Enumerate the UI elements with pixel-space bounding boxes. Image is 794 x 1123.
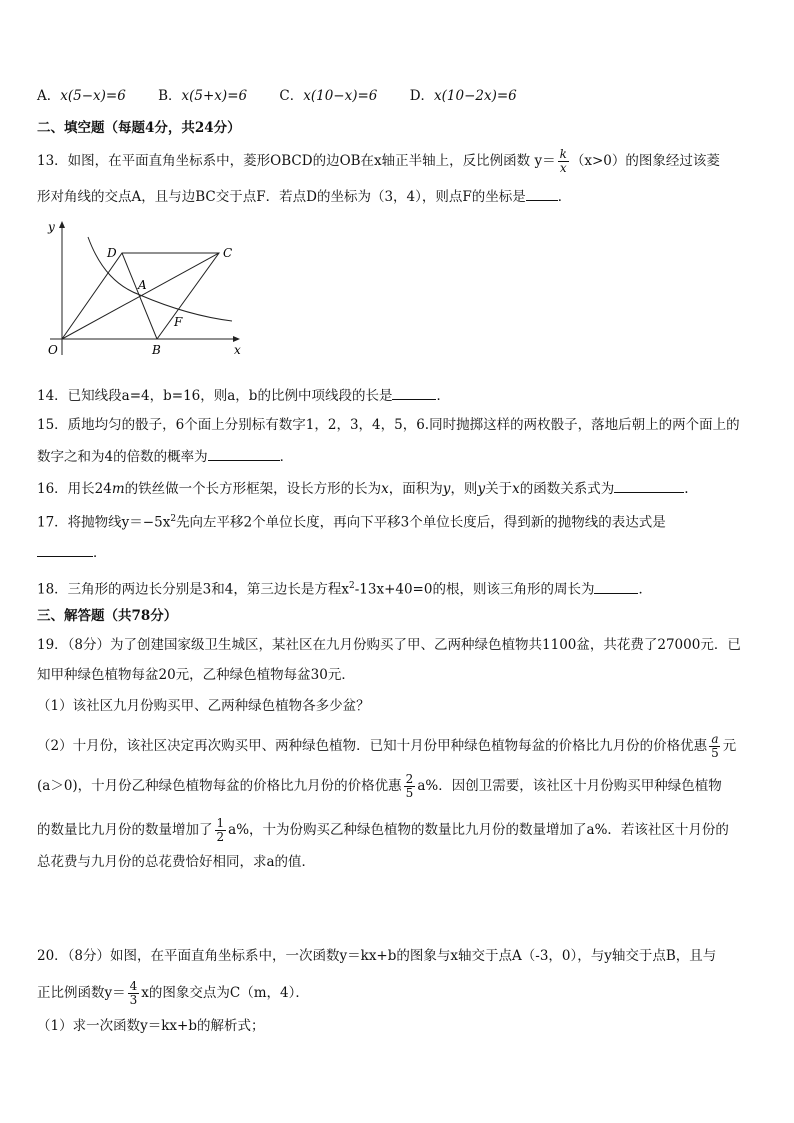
q13-line1: 13．如图，在平面直角坐标系中，菱形OBCD的边OB在x轴正半轴上，反比例函数 y＝ $\frac{k}{x}$ （x>0）的图象经过该菱: [37, 147, 720, 175]
section-heading-solutions: 三、解答题（共78分）: [37, 608, 178, 624]
y-axis-arrow: [59, 221, 65, 228]
answer-blank[interactable]: [526, 187, 558, 201]
q18: 18．三角形的两边长分别是3和4，第三边长是方程$x^2-13x+40=0$的根，则该三角形的周长为 ．: [37, 581, 652, 598]
fraction-2-over-5: $\frac{2}{5}$: [405, 772, 414, 800]
q19-line1: 19．（8分）为了创建国家级卫生城区，某社区在九月份购买了甲、乙两种绿色植物共1100盆，共花费了27000元．已: [37, 637, 741, 653]
answer-blank[interactable]: [392, 386, 436, 400]
answer-options: [37, 87, 545, 105]
q14: 14．已知线段a=4，b=16，则a，b的比例中项线段的长是 ．: [37, 388, 450, 404]
label-F: F: [174, 315, 183, 329]
diagonal-oc: [62, 253, 219, 339]
q19-part1: （1）该社区九月份购买甲、乙两种绿色植物各多少盆？: [37, 698, 370, 714]
q19-part2-line1: （2）十月份，该社区决定再次购买甲、两种绿色植物．已知十月份甲种绿色植物每盆的价格比九月份的价格优惠 $\frac{a}{5}$ 元: [37, 732, 737, 760]
diagonal-db: [122, 253, 157, 339]
label-B: B: [152, 343, 161, 357]
fraction-1-over-2: $\frac{1}{2}$: [216, 816, 225, 844]
fraction-a-over-5: $\frac{a}{5}$: [711, 732, 719, 760]
q20-line1: 20．（8分）如图，在平面直角坐标系中，一次函数y＝kx+b的图象与x轴交于点A（-3，0），与y轴交于点B，且与: [37, 948, 717, 964]
q19-part2-line2: (a＞0)，十月份乙种绿色植物每盆的价格比九月份的价格优惠 $\frac{2}{5}$ a%．因创卫需要，该社区十月份购买甲种绿色植物: [37, 772, 722, 800]
option-c[interactable]: C．x(10−x)=6: [279, 88, 378, 104]
answer-blank[interactable]: [37, 543, 93, 557]
fraction-4-over-3: $\frac{4}{3}$: [129, 979, 138, 1007]
q17-line1: 17．将抛物线$y=-5x^2$先向左平移2个单位长度，再向下平移3个单位长度后，得到新的抛物线的表达式是: [37, 514, 666, 531]
q19-part2-line4: 总花费与九月份的总花费恰好相同，求a的值．: [37, 854, 316, 870]
q20-line2: 正比例函数y＝ $\frac{4}{3}$ x的图象交点为C（m，4）．: [37, 979, 309, 1007]
q16: 16．用长24m的铁丝做一个长方形框架，设长方形的长为x，面积为y，则y关于x的函数关系式为 .: [37, 481, 689, 497]
rhombus-figure: [40, 215, 260, 365]
q19-part2-line3: 的数量比九月份的数量增加了 $\frac{1}{2}$ a%，十为份购买乙种绿色植物的数量比九月份的数量增加了a%．若该社区十月份的: [37, 816, 729, 844]
label-y: y: [48, 220, 55, 234]
q17-line2: ．: [37, 543, 107, 562]
section-heading-fill-in: 二、填空题（每题4分，共24分）: [37, 120, 241, 136]
q19-line2: 知甲种绿色植物每盆20元，乙种绿色植物每盆30元．: [37, 667, 355, 683]
option-a[interactable]: A．x(5−x)=6: [37, 88, 126, 104]
label-C: C: [223, 246, 233, 260]
label-O: O: [48, 343, 58, 357]
label-x: x: [234, 343, 241, 357]
answer-blank[interactable]: [208, 447, 280, 461]
fraction-k-over-x: $\frac{k}{x}$: [559, 147, 567, 175]
option-b[interactable]: B．x(5+x)=6: [158, 88, 248, 104]
option-d[interactable]: D．x(10−2x)=6: [409, 88, 517, 104]
q15-line2: 数字之和为4的倍数的概率为 ．: [37, 449, 294, 465]
q20-part1: （1）求一次函数y＝kx+b的解析式；: [37, 1018, 265, 1034]
answer-blank[interactable]: [594, 580, 638, 594]
label-A: A: [138, 278, 147, 292]
q13-line2: 形对角线的交点A，且与边BC交于点F．若点D的坐标为（3，4），则点F的坐标是 ．: [37, 189, 572, 205]
answer-blank[interactable]: [614, 479, 684, 493]
x-axis-arrow: [233, 336, 240, 342]
q15-line1: 15．质地均匀的骰子，6个面上分别标有数字1，2，3，4，5，6.同时抛掷这样的两枚骰子，落地后朝上的两个面上的: [37, 417, 740, 433]
label-D: D: [107, 246, 117, 260]
